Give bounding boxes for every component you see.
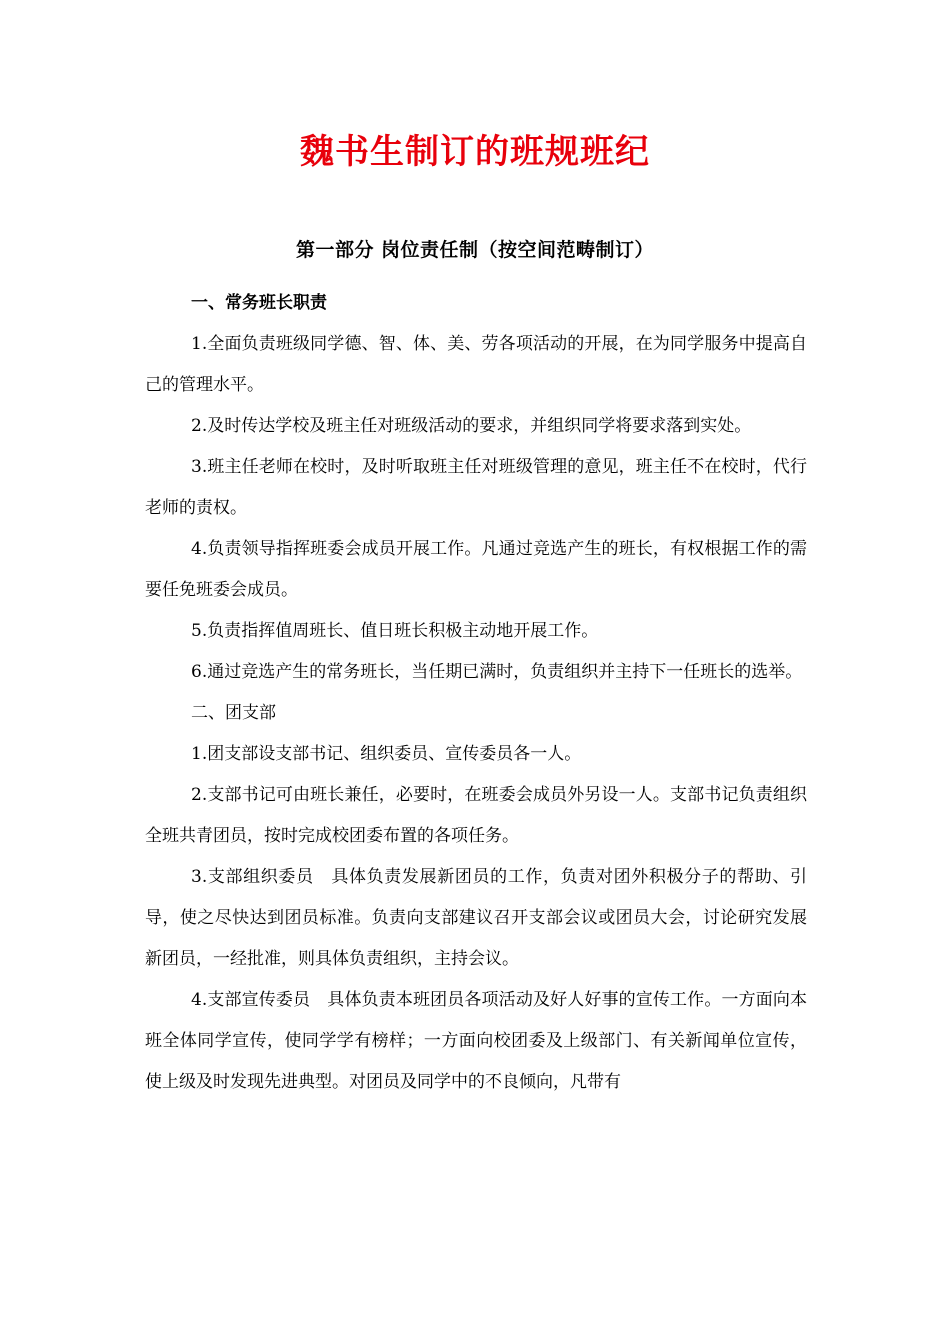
paragraph: 4.支部宣传委员 具体负责本班团员各项活动及好人好事的宣传工作。一方面向本班全体同学宣传，使同学学有榜样；一方面向校团委及上级部门、有关新闻单位宣传，使上级及时发现先进典型。对团员及同学中的不良倾向，凡带有 <box>145 990 807 1092</box>
paragraph: 3.支部组织委员 具体负责发展新团员的工作，负责对团外积极分子的帮助、引导，使之尽快达到团员标准。负责向支部建议召开支部会议或团员大会，讨论研究发展新团员，一经批准，则具体负责组织，主持会议。 <box>145 867 807 969</box>
paragraph: 5.负责指挥值周班长、值日班长积极主动地开展工作。 <box>191 621 599 641</box>
document-title: 魏书生制订的班规班纪 <box>300 132 650 172</box>
section-heading: 一、常务班长职责 <box>191 293 327 313</box>
paragraph: 4.负责领导指挥班委会成员开展工作。凡通过竞选产生的班长，有权根据工作的需要任免班委会成员。 <box>145 539 807 600</box>
document-body <box>145 283 807 1103</box>
paragraph: 1.全面负责班级同学德、智、体、美、劳各项活动的开展，在为同学服务中提高自己的管理水平。 <box>145 334 807 395</box>
section-heading: 二、团支部 <box>191 703 276 723</box>
paragraph: 2.支部书记可由班长兼任，必要时，在班委会成员外另设一人。支部书记负责组织全班共青团员，按时完成校团委布置的各项任务。 <box>145 785 807 846</box>
paragraph: 3.班主任老师在校时，及时听取班主任对班级管理的意见，班主任不在校时，代行老师的责权。 <box>145 457 807 518</box>
paragraph: 2.及时传达学校及班主任对班级活动的要求，并组织同学将要求落到实处。 <box>191 416 752 436</box>
paragraph: 6.通过竞选产生的常务班长，当任期已满时，负责组织并主持下一任班长的选举。 <box>191 662 803 682</box>
paragraph: 1.团支部设支部书记、组织委员、宣传委员各一人。 <box>191 744 582 764</box>
part-heading: 第一部分 岗位责任制（按空间范畴制订） <box>295 239 655 261</box>
